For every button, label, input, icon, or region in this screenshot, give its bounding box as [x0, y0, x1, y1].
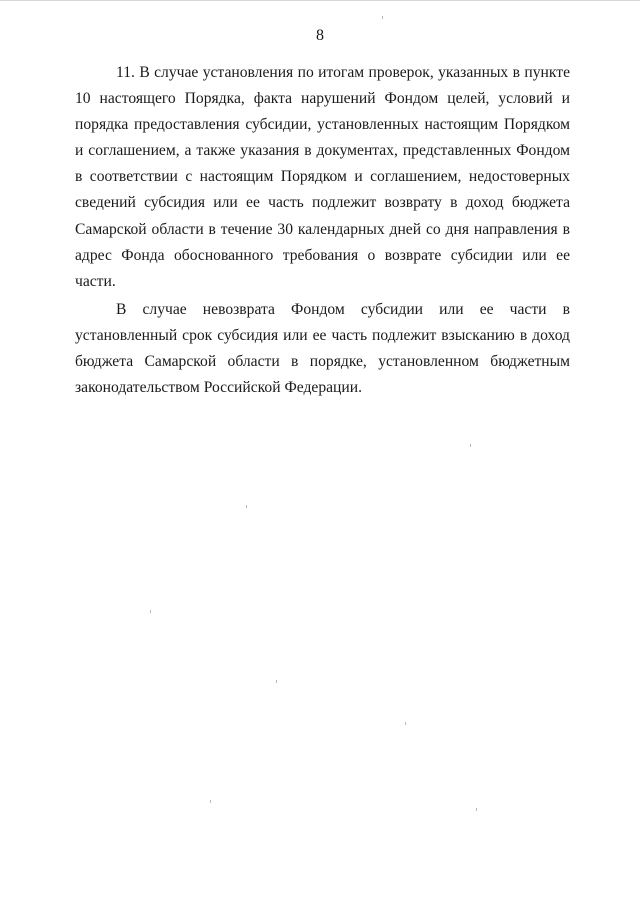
- document-body: [75, 60, 570, 401]
- scan-speck: [210, 800, 211, 803]
- scan-speck: [470, 444, 471, 447]
- scan-speck: [276, 680, 277, 683]
- scan-speck: [476, 808, 477, 811]
- paragraph-clause-11: 11. В случае установления по итогам проверок, указанных в пункте 10 настоящего Порядка, факта нарушений Фондом целей, условий и порядка предоставления субсидии, установленных настоящим Порядком и соглашением, а также указания в документах, представленных Фондом в соответствии с настоящим Порядком и соглашением, недостоверных сведений субсидия или ее часть подлежит возврату в доход бюджета Самарской области в течение 30 календарных дней со дня направления в адрес Фонда обоснованного требования о возврате субсидии или ее части.: [75, 64, 570, 290]
- scan-speck: [246, 505, 247, 508]
- paragraph-non-return: В случае невозврата Фондом субсидии или ее части в установленный срок субсидия или ее часть подлежит взысканию в доход бюджета Самарской области в порядке, установленном бюджетным законодательством Российской Федерации.: [75, 300, 570, 397]
- scan-edge: [0, 0, 640, 1]
- scan-speck: [405, 722, 406, 725]
- scan-speck: [150, 610, 151, 613]
- page-number: 8: [316, 27, 324, 44]
- scan-speck: [382, 16, 383, 19]
